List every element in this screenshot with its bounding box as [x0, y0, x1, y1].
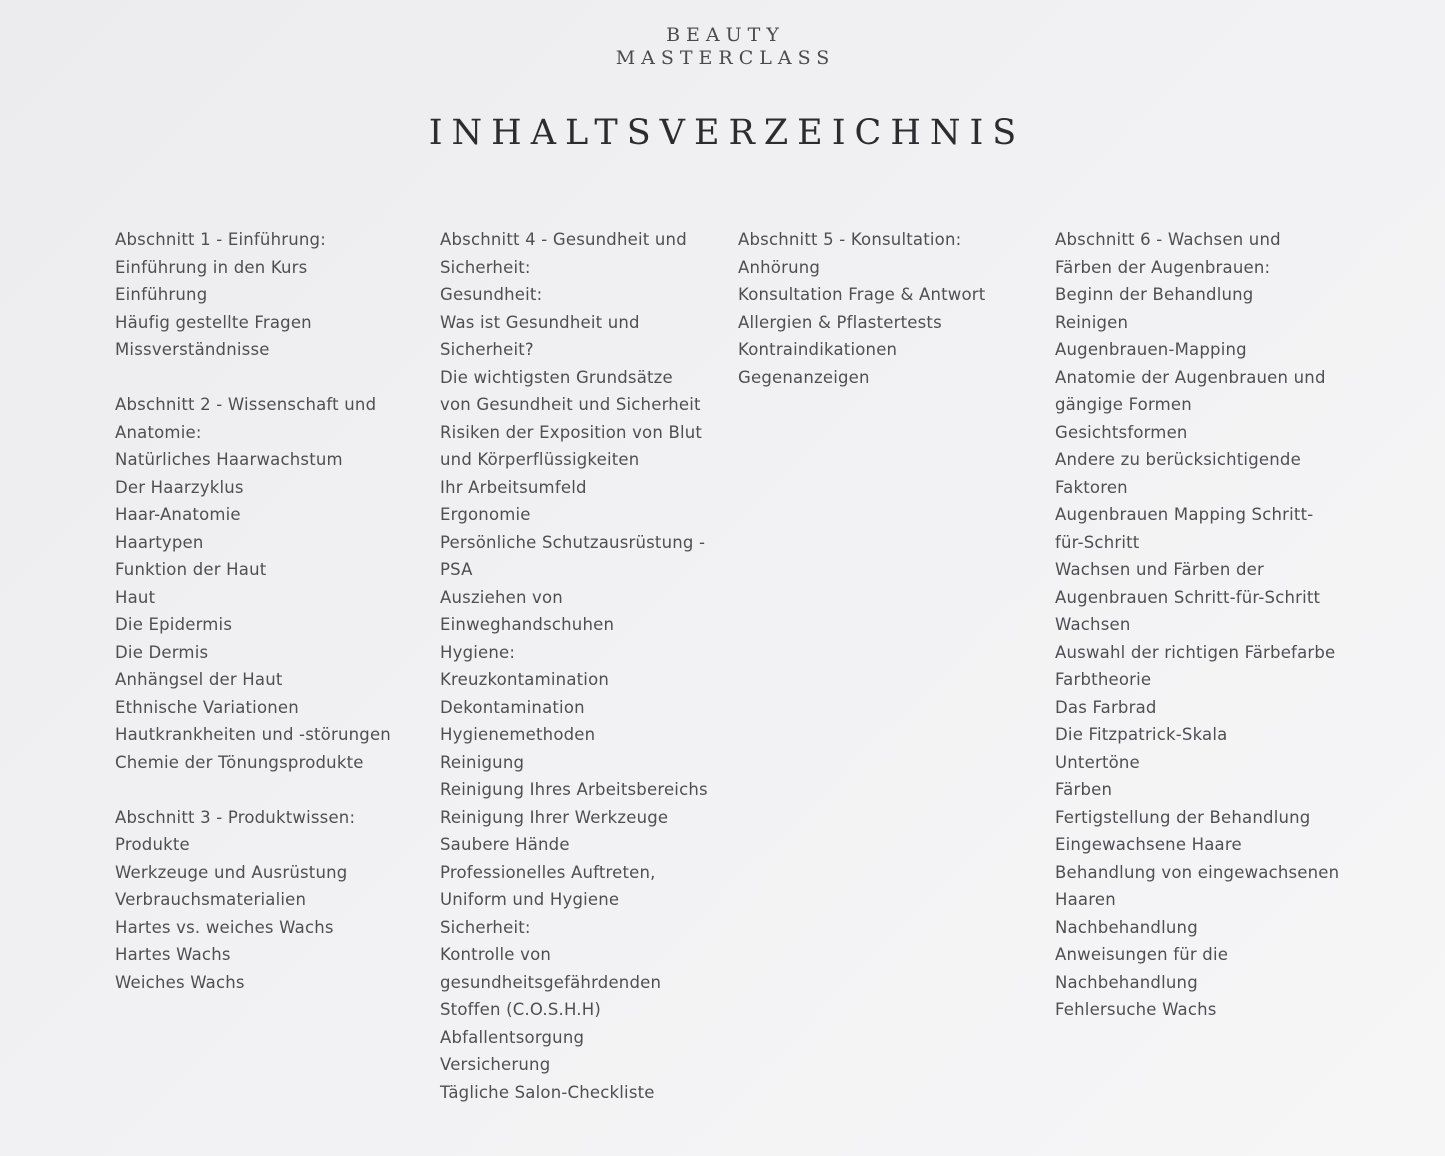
- toc-line: Reinigen: [1055, 312, 1129, 332]
- toc-line: Einführung: [115, 285, 208, 304]
- toc-column-3: [738, 226, 985, 391]
- toc-line: Wachsen und Färben der: [1055, 560, 1264, 579]
- toc-line: Abschnitt 3 - Produktwissen:: [115, 807, 356, 827]
- toc-line: Augenbrauen Mapping Schritt-: [1055, 505, 1314, 524]
- toc-line: Chemie der Tönungsprodukte: [115, 752, 364, 772]
- toc-line: Risiken der Exposition von Blut: [440, 422, 703, 442]
- toc-line: Eingewachsene Haare: [1055, 835, 1242, 854]
- toc-line: Augenbrauen Schritt-für-Schritt: [1055, 587, 1321, 607]
- toc-line: Die Fitzpatrick-Skala: [1055, 725, 1228, 744]
- toc-line: Nachbehandlung: [1055, 972, 1198, 992]
- page-title: INHALTSVERZEICHNIS: [428, 113, 1026, 153]
- toc-line: Sicherheit?: [440, 340, 534, 359]
- toc-line: Fertigstellung der Behandlung: [1055, 807, 1311, 827]
- toc-line: Allergien & Pflastertests: [738, 312, 942, 332]
- toc-line: Hautkrankheiten und -störungen: [115, 725, 391, 744]
- toc-line: und Körperflüssigkeiten: [440, 450, 640, 469]
- toc-line: Reinigung: [440, 752, 525, 772]
- toc-line: Abschnitt 5 - Konsultation:: [738, 230, 962, 249]
- toc-line: Missverständnisse: [115, 340, 270, 359]
- toc-line: Behandlung von eingewachsenen: [1055, 862, 1340, 882]
- toc-line: Professionelles Auftreten,: [440, 862, 656, 882]
- toc-line: Gegenanzeigen: [738, 367, 870, 387]
- toc-line: Faktoren: [1055, 477, 1128, 497]
- toc-line: Die Dermis: [115, 642, 209, 662]
- section-spacer: [115, 364, 391, 392]
- toc-line: Reinigung Ihres Arbeitsbereichs: [440, 780, 708, 799]
- toc-line: Die Epidermis: [115, 615, 233, 634]
- toc-line: Ethnische Variationen: [115, 697, 299, 717]
- toc-line: Anweisungen für die: [1055, 945, 1229, 964]
- toc-line: Untertöne: [1055, 752, 1140, 772]
- toc-line: Haar-Anatomie: [115, 505, 241, 524]
- toc-line: Kreuzkontamination: [440, 670, 610, 689]
- toc-line: Ausziehen von: [440, 587, 563, 607]
- toc-line: Ergonomie: [440, 505, 531, 524]
- toc-line: Nachbehandlung: [1055, 917, 1198, 937]
- toc-line: Abschnitt 6 - Wachsen und: [1055, 230, 1281, 249]
- toc-line: Hygienemethoden: [440, 725, 596, 744]
- toc-line: Hartes vs. weiches Wachs: [115, 917, 334, 937]
- toc-line: Abschnitt 2 - Wissenschaft und: [115, 395, 377, 414]
- toc-line: Einführung in den Kurs: [115, 257, 308, 277]
- toc-line: Ihr Arbeitsumfeld: [440, 477, 587, 497]
- toc-line: Konsultation Frage & Antwort: [738, 285, 986, 304]
- toc-line: Uniform und Hygiene: [440, 890, 620, 909]
- toc-line: Stoffen (C.O.S.H.H): [440, 1000, 602, 1019]
- toc-line: Werkzeuge und Ausrüstung: [115, 862, 348, 882]
- toc-line: Natürliches Haarwachstum: [115, 450, 343, 469]
- toc-line: Sicherheit:: [440, 917, 531, 937]
- toc-line: Kontrolle von: [440, 945, 552, 964]
- brand-logo: [0, 24, 1445, 70]
- toc-line: Fehlersuche Wachs: [1055, 1000, 1217, 1019]
- toc-line: Wachsen: [1055, 615, 1131, 634]
- toc-line: Anhängsel der Haut: [115, 670, 283, 689]
- toc-line: Tägliche Salon-Checkliste: [440, 1082, 655, 1102]
- toc-line: Farbtheorie: [1055, 670, 1152, 689]
- toc-line: Auswahl der richtigen Färbefarbe: [1055, 642, 1336, 662]
- toc-line: Abschnitt 4 - Gesundheit und: [440, 230, 687, 249]
- toc-column-4: [1055, 226, 1339, 1024]
- toc-line: Anhörung: [738, 257, 821, 277]
- toc-line: Der Haarzyklus: [115, 477, 244, 497]
- toc-line: Anatomie:: [115, 422, 202, 442]
- toc-line: Kontraindikationen: [738, 340, 898, 359]
- toc-line: Haaren: [1055, 890, 1116, 909]
- toc-line: Das Farbrad: [1055, 697, 1157, 717]
- toc-line: Häufig gestellte Fragen: [115, 312, 312, 332]
- toc-line: Haartypen: [115, 532, 204, 552]
- toc-line: Sicherheit:: [440, 257, 531, 277]
- toc-line: Dekontamination: [440, 697, 585, 717]
- toc-line: Färben: [1055, 780, 1113, 799]
- toc-line: Einweghandschuhen: [440, 615, 615, 634]
- toc-column-1: [115, 226, 391, 996]
- toc-line: Abfallentsorgung: [440, 1027, 585, 1047]
- toc-line: Persönliche Schutzausrüstung -: [440, 532, 706, 552]
- toc-line: Hygiene:: [440, 642, 516, 662]
- toc-line: Haut: [115, 587, 156, 607]
- toc-line: Produkte: [115, 835, 190, 854]
- toc-line: Augenbrauen-Mapping: [1055, 340, 1247, 359]
- toc-line: Funktion der Haut: [115, 560, 267, 579]
- toc-line: Reinigung Ihrer Werkzeuge: [440, 807, 669, 827]
- section-spacer: [115, 776, 391, 804]
- toc-line: Die wichtigsten Grundsätze: [440, 367, 673, 387]
- toc-line: Saubere Hände: [440, 835, 570, 854]
- brand-line-2: MASTERCLASS: [615, 47, 836, 69]
- toc-line: Weiches Wachs: [115, 972, 245, 992]
- toc-line: Beginn der Behandlung: [1055, 285, 1254, 304]
- toc-line: Färben der Augenbrauen:: [1055, 257, 1271, 277]
- brand-line-1: BEAUTY: [666, 24, 785, 46]
- toc-line: gängige Formen: [1055, 395, 1192, 414]
- toc-line: Gesichtsformen: [1055, 422, 1188, 442]
- toc-line: Was ist Gesundheit und: [440, 312, 640, 332]
- toc-line: Andere zu berücksichtigende: [1055, 450, 1301, 469]
- toc-line: von Gesundheit und Sicherheit: [440, 395, 701, 414]
- toc-line: für-Schritt: [1055, 532, 1140, 552]
- toc-line: Verbrauchsmaterialien: [115, 890, 307, 909]
- toc-line: Abschnitt 1 - Einführung:: [115, 230, 326, 249]
- toc-line: gesundheitsgefährdenden: [440, 972, 662, 992]
- toc-line: Hartes Wachs: [115, 945, 231, 964]
- toc-line: Anatomie der Augenbrauen und: [1055, 367, 1326, 387]
- toc-line: Versicherung: [440, 1055, 551, 1074]
- toc-column-2: [440, 226, 708, 1106]
- toc-line: Gesundheit:: [440, 285, 543, 304]
- toc-line: PSA: [440, 560, 473, 579]
